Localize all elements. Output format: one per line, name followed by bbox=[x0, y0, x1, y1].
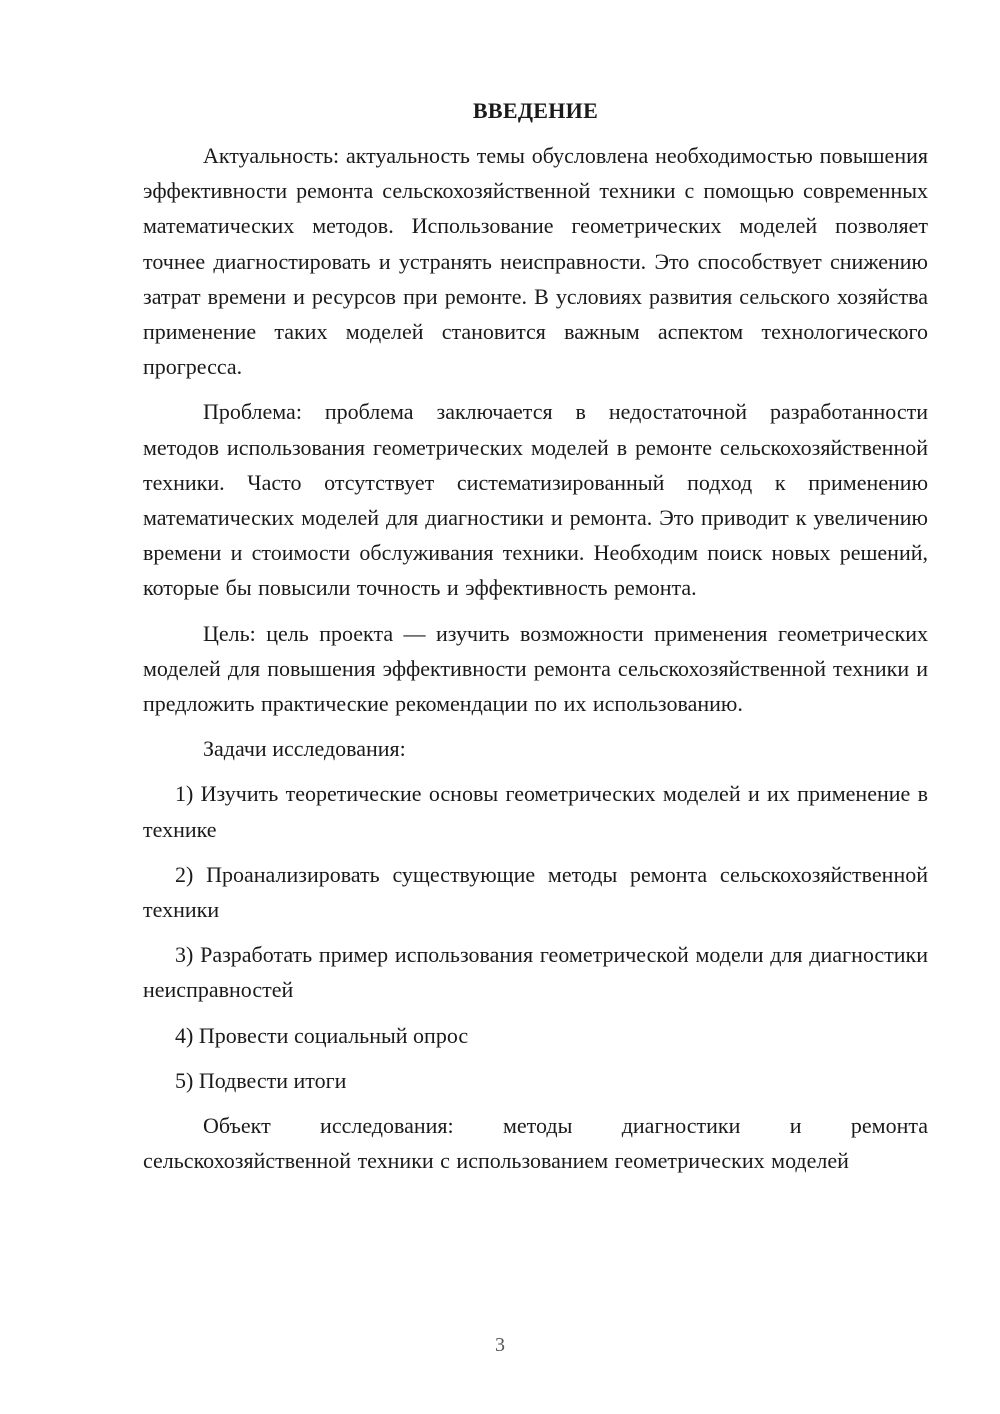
list-item: 4) Провести социальный опрос bbox=[175, 1022, 469, 1048]
document-page bbox=[143, 96, 928, 1188]
page-number: 3 bbox=[495, 1334, 505, 1356]
problem-paragraph: Проблема: проблема заключается в недостаточной разработанности методов использования геометрических моделей в ремонте сельскохозяйственной техники. Часто отсутствует систематизированный подход к применению математических моделей для диагностики и ремонта. Это приводит к увеличению времени и стоимости обслуживания техники. Необходим поиск новых решений, которые бы повысили точность и эффективность ремонта. bbox=[143, 399, 928, 601]
list-item: 2) Проанализировать существующие методы ремонта сельскохозяйственной техники bbox=[143, 861, 928, 923]
goal-paragraph: Цель: цель проекта — изучить возможности применения геометрических моделей для повышения эффективности ремонта сельскохозяйственной техники и предложить практические рекомендации по их использованию. bbox=[143, 620, 928, 717]
list-item: 5) Подвести итоги bbox=[175, 1067, 347, 1093]
object-paragraph: Объект исследования: методы диагностики и ремонта сельскохозяйственной техники с использованием геометрических моделей bbox=[143, 1113, 928, 1174]
list-item: 3) Разработать пример использования геометрической модели для диагностики неисправностей bbox=[143, 942, 928, 1003]
tasks-list bbox=[143, 776, 928, 1098]
list-item: 1) Изучить теоретические основы геометрических моделей и их применение в технике bbox=[143, 781, 928, 842]
tasks-header: Задачи исследования: bbox=[203, 736, 406, 762]
page-title: ВВЕДЕНИЕ bbox=[472, 98, 599, 123]
relevance-paragraph: Актуальность: актуальность темы обусловлена необходимостью повышения эффективности ремонта сельскохозяйственной техники с помощью современных математических методов. Использование геометрических моделей позволяет точнее диагностировать и устранять неисправности. Это способствует снижению затрат времени и ресурсов при ремонте. В условиях развития сельского хозяйства применение таких моделей становится важным аспектом технологического прогресса. bbox=[143, 143, 928, 380]
